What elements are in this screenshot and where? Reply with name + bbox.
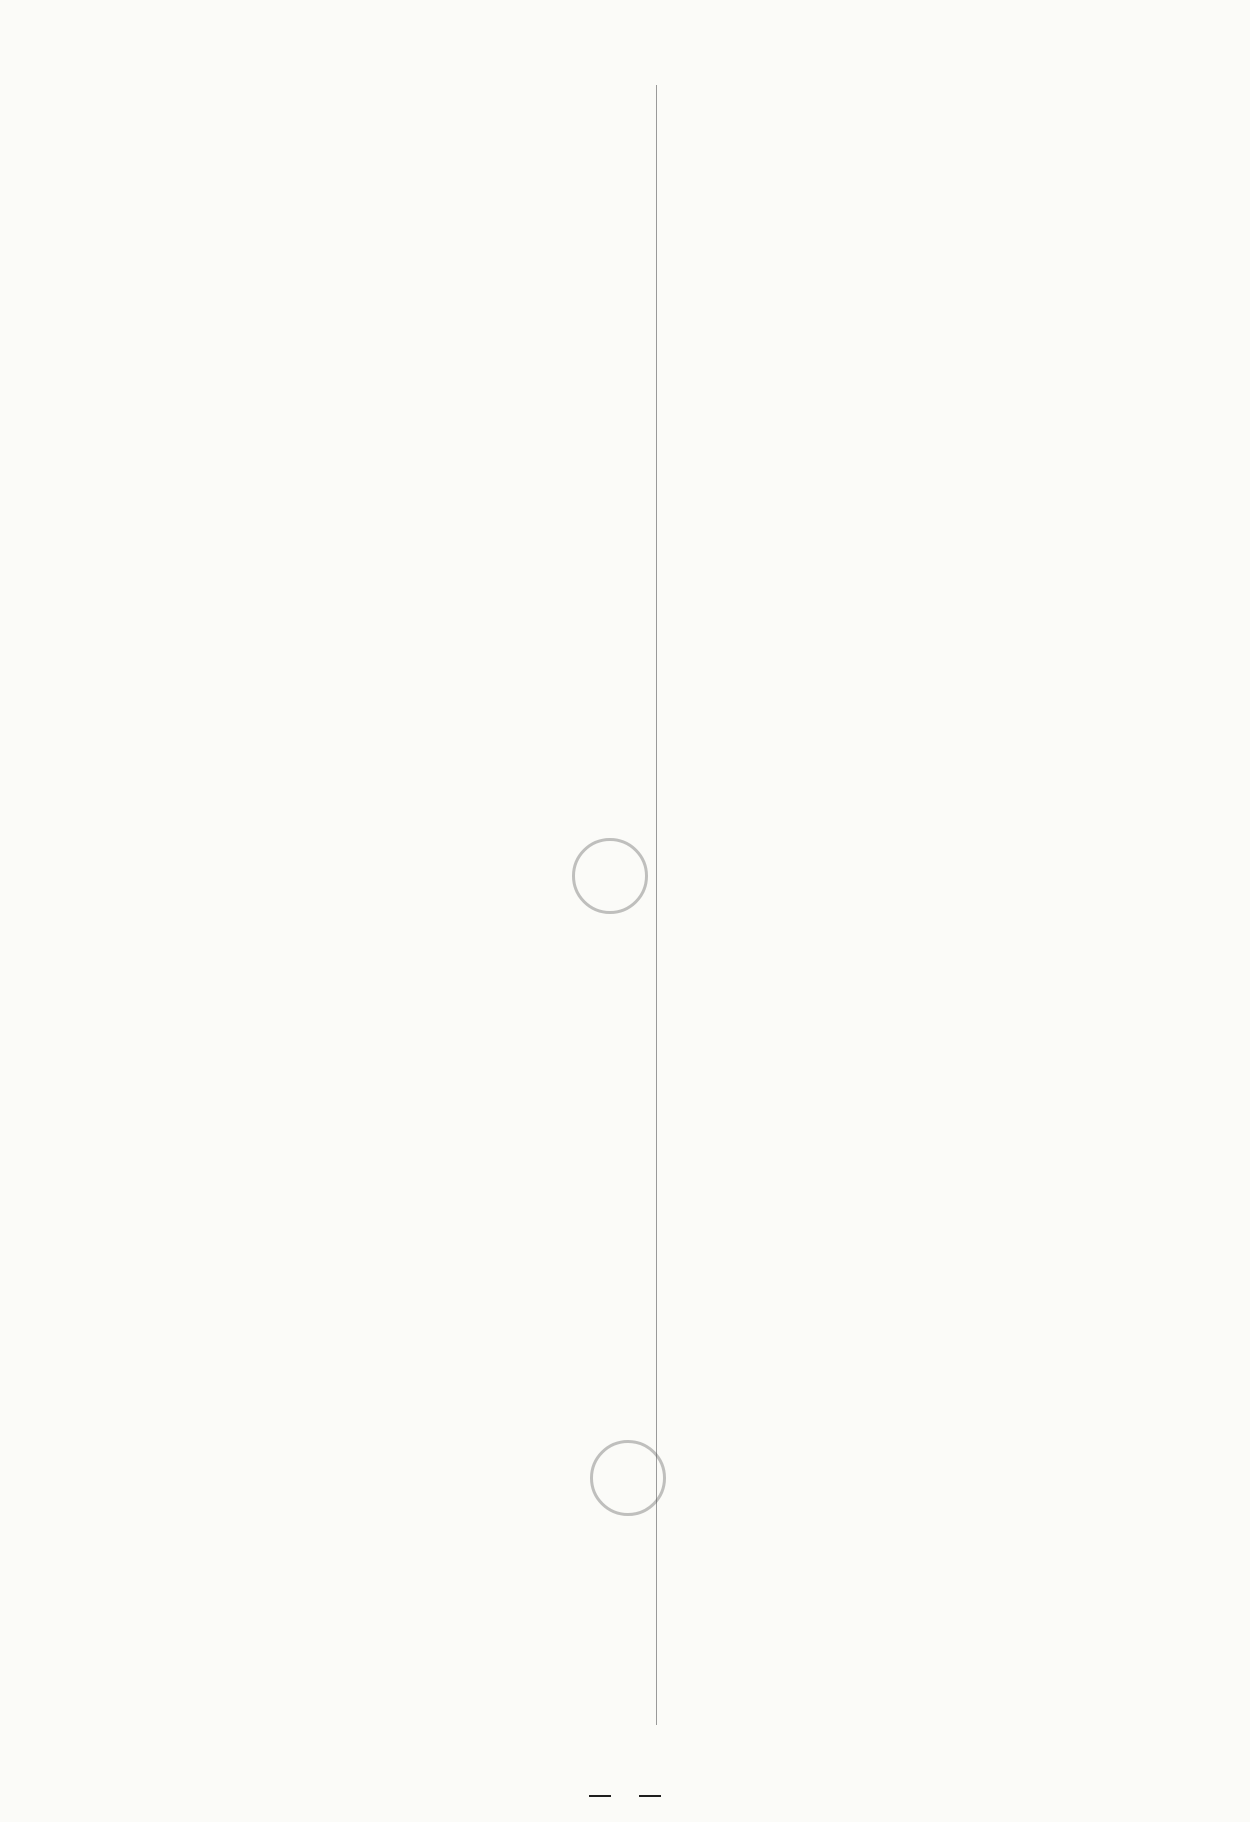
page-number [0,1778,1250,1811]
watermark-logo-icon [590,1440,666,1516]
watermark-logo-icon [572,838,648,914]
dash-left [589,1795,611,1797]
dash-right [639,1795,661,1797]
